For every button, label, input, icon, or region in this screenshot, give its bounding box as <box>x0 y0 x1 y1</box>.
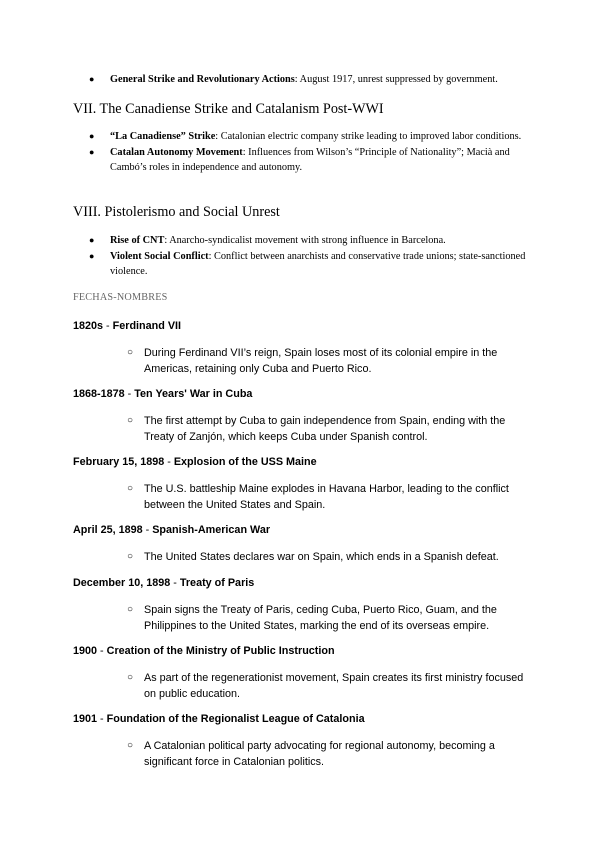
top-bullet-list <box>0 72 600 88</box>
section-viii-bullets <box>0 233 600 280</box>
entry-separator: - <box>164 456 174 468</box>
bullet-text: : Anarcho-syndicalist movement with strong influence in Barcelona. <box>164 235 446 246</box>
entry-text: Spain signs the Treaty of Paris, ceding Cuba, Puerto Rico, Guam, and the Philippines to the United States, marking the end of its overseas empire. <box>144 604 497 632</box>
circle-bullet-icon: ○ <box>127 483 134 494</box>
list-item <box>0 129 600 145</box>
bullet-text: : August 1917, unrest suppressed by government. <box>294 74 498 85</box>
bullet-bold-label: “La Canadiense” Strike <box>110 131 216 142</box>
entry-text: The United States declares war on Spain, which ends in a Spanish defeat. <box>144 551 499 563</box>
entry-title <box>73 320 181 332</box>
circle-bullet-icon: ○ <box>127 740 134 751</box>
entry-separator: - <box>97 645 107 657</box>
entry-body <box>127 345 530 377</box>
entry-separator: - <box>97 713 107 725</box>
entry-separator: - <box>124 388 135 400</box>
entry-body <box>127 738 530 770</box>
circle-bullet-icon: ○ <box>127 415 134 426</box>
circle-bullet-icon: ○ <box>127 604 134 615</box>
bullet-bold-label: Catalan Autonomy Movement <box>110 146 243 158</box>
entry-text: As part of the regenerationist movement, Spain creates its first ministry focused on public education. <box>144 672 524 700</box>
entry-title <box>73 456 317 468</box>
bullet-icon: ● <box>89 250 95 261</box>
bullet-icon: ● <box>89 74 95 84</box>
entry-text: The U.S. battleship Maine explodes in Havana Harbor, leading to the conflict between the United States and Spain. <box>144 483 509 511</box>
entry-date: December 10, 1898 <box>73 577 171 589</box>
entry-title <box>73 645 335 657</box>
entry-name: Creation of the Ministry of Public Instruction <box>106 645 335 657</box>
entry-name: Ten Years' War in Cuba <box>134 388 253 400</box>
bullet-icon: ● <box>89 146 95 157</box>
entry-name: Treaty of Paris <box>179 577 255 589</box>
entry-date: 1900 <box>73 645 98 657</box>
entry-date: April 25, 1898 <box>73 524 143 536</box>
entry-name: Foundation of the Regionalist League of Catalonia <box>106 713 365 725</box>
section-heading-vii: VII. The Canadiense Strike and Catalanism Post-WWI <box>73 101 384 117</box>
circle-bullet-icon: ○ <box>127 672 134 683</box>
bullet-text: : Catalonian electric company strike leading to improved labor conditions. <box>215 131 522 142</box>
bullet-text: : Influences from Wilson’s “Principle of Nationality”; Macià and Cambó’s roles in independence and autonomy. <box>110 146 510 173</box>
entry-body <box>127 602 530 634</box>
entry-name: Spanish-American War <box>152 524 271 536</box>
entry-title <box>73 577 254 589</box>
entry-title <box>73 713 365 725</box>
bullet-bold-label: General Strike and Revolutionary Actions <box>110 74 295 85</box>
entry-body <box>127 549 530 565</box>
entry-body <box>127 670 530 702</box>
entry-body <box>127 481 530 513</box>
entry-text: During Ferdinand VII’s reign, Spain loses most of its colonial empire in the Americas, retaining only Cuba and Puerto Rico. <box>144 347 498 375</box>
entry-text: A Catalonian political party advocating for regional autonomy, becoming a significant force in Catalonian politics. <box>144 740 495 768</box>
entry-separator: - <box>103 320 113 332</box>
bullet-bold-label: Rise of CNT <box>110 235 165 246</box>
bullet-bold-label: Violent Social Conflict <box>110 250 209 262</box>
entry-date: 1820s <box>73 320 104 332</box>
circle-bullet-icon: ○ <box>127 551 134 562</box>
entry-name: Explosion of the USS Maine <box>173 456 317 468</box>
entry-date: February 15, 1898 <box>73 456 165 468</box>
entry-separator: - <box>170 577 180 589</box>
list-item <box>0 145 600 176</box>
fechas-heading: FECHAS-NOMBRES <box>73 292 168 303</box>
entry-date: 1868-1878 <box>73 388 125 400</box>
list-item <box>0 249 600 280</box>
bullet-icon: ● <box>89 131 95 141</box>
entry-text: The first attempt by Cuba to gain independence from Spain, ending with the Treaty of Zanjón, which keeps Cuba under Spanish control. <box>144 415 506 443</box>
section-heading-viii: VIII. Pistolerismo and Social Unrest <box>73 204 280 220</box>
list-item <box>0 233 600 249</box>
entry-title <box>73 388 252 400</box>
entry-body <box>127 413 530 445</box>
entry-title <box>73 524 270 536</box>
bullet-icon: ● <box>89 235 95 245</box>
section-vii-bullets <box>0 129 600 176</box>
bullet-text: : Conflict between anarchists and conservative trade unions; state-sanctioned violence. <box>110 250 526 277</box>
entry-name: Ferdinand VII <box>112 320 182 332</box>
entry-separator: - <box>142 524 153 536</box>
list-item <box>0 72 600 88</box>
circle-bullet-icon: ○ <box>127 347 134 358</box>
entry-date: 1901 <box>73 713 98 725</box>
